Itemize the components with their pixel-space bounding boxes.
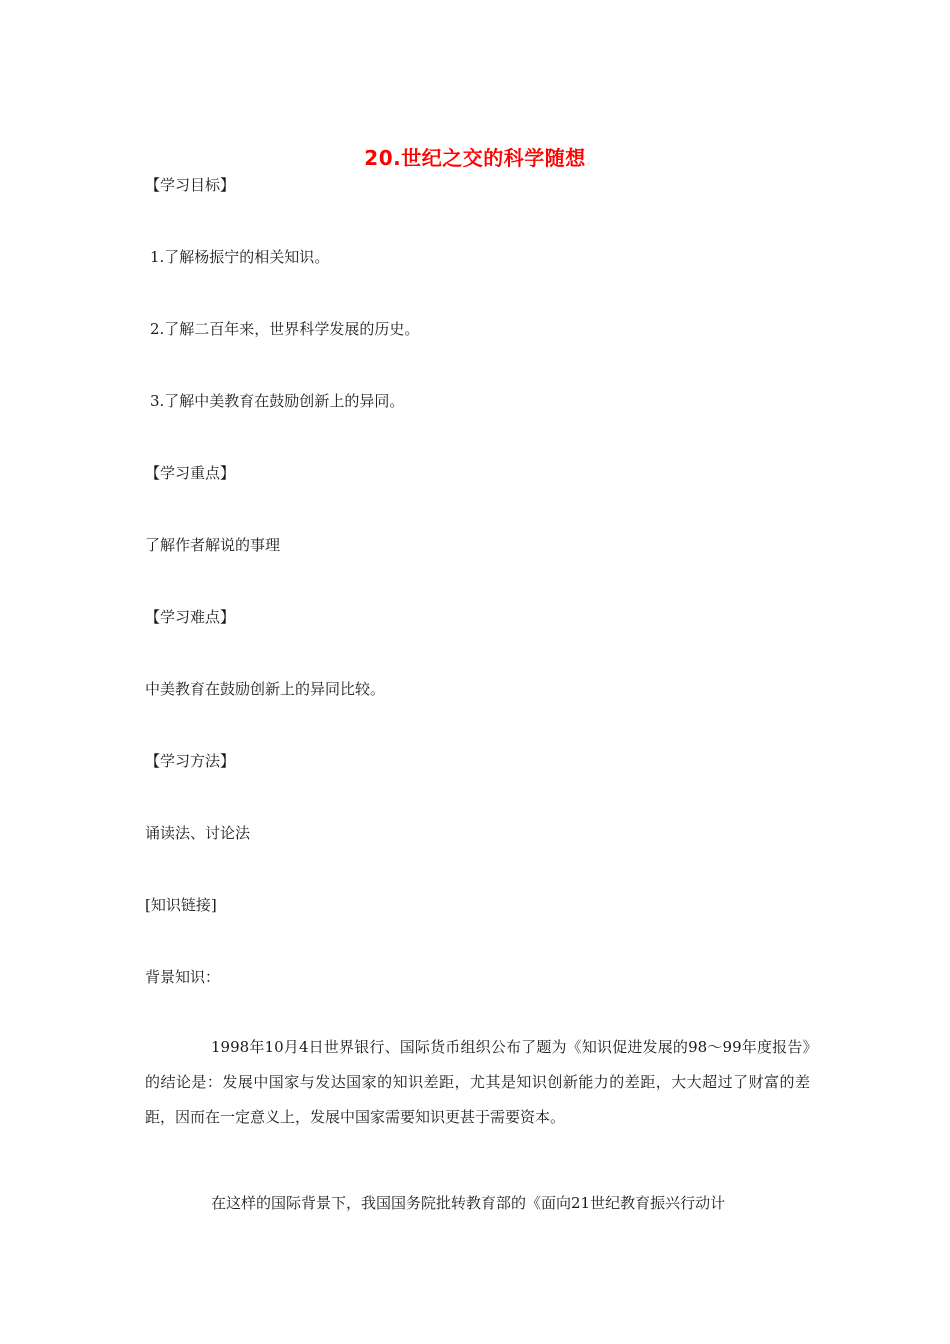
page-title: 20.世纪之交的科学随想 (364, 146, 586, 170)
difficulty-text: 中美教育在鼓励创新上的异同比较。 (145, 680, 386, 698)
background-paragraph-1: 1998年10月4日世界银行、国际货币组织公布了题为《知识促进发展的98～99年度报告》的结论是：发展中国家与发达国家的知识差距，尤其是知识创新能力的差距，大大超过了财富的差距，因而在一定意义上，发展中国家需要知识更甚于需要资本。 (145, 1038, 810, 1126)
key-points-text: 了解作者解说的事理 (145, 536, 281, 554)
objective-item-2: 2.了解二百年来，世界科学发展的历史。 (150, 320, 420, 338)
background-paragraph-2: 在这样的国际背景下，我国国务院批转教育部的《面向21世纪教育振兴行动计 (211, 1194, 726, 1212)
background-label: 背景知识： (145, 968, 221, 986)
knowledge-link-heading: [知识链接] (145, 896, 217, 914)
method-heading: 【学习方法】 (145, 752, 236, 770)
objective-item-1: 1.了解杨振宁的相关知识。 (150, 248, 330, 266)
objectives-heading: 【学习目标】 (145, 176, 236, 194)
key-points-heading: 【学习重点】 (145, 464, 236, 482)
difficulty-heading: 【学习难点】 (145, 608, 236, 626)
method-text: 诵读法、讨论法 (145, 824, 251, 842)
objective-item-3: 3.了解中美教育在鼓励创新上的异同。 (150, 392, 405, 410)
